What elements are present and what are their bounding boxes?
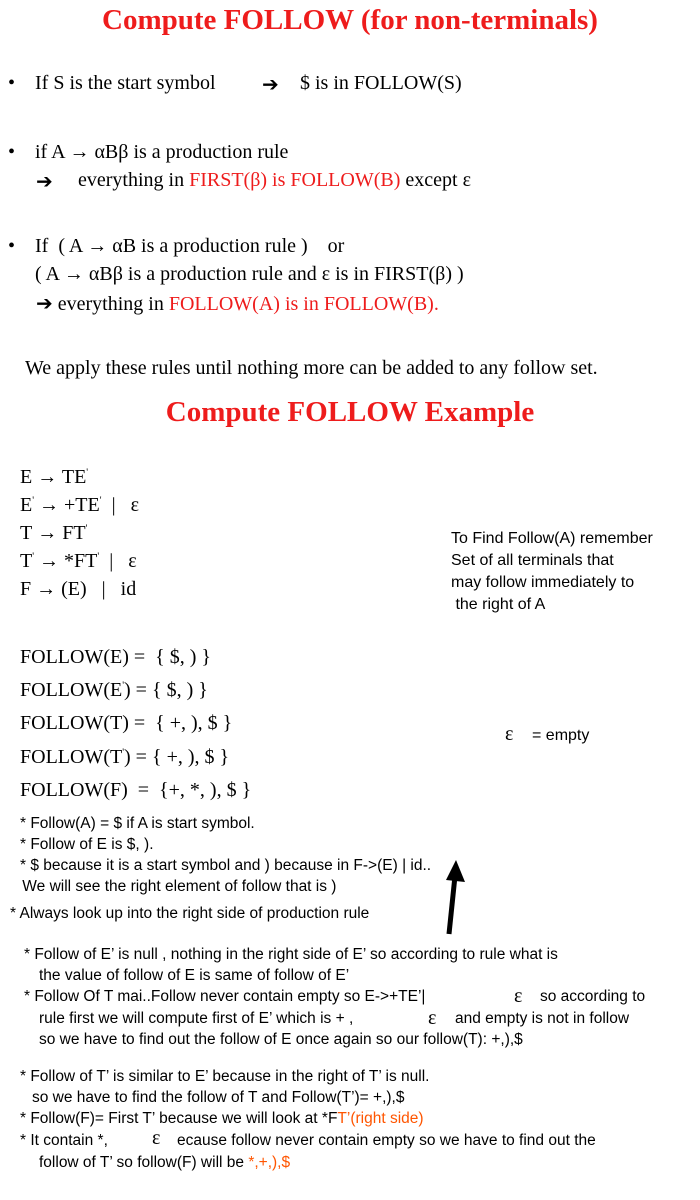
rule3-pre: everything in (52, 293, 169, 315)
epsilon-symbol: ε (152, 1127, 161, 1149)
bullet: • (8, 235, 16, 257)
note-text: * Follow of E’ is null , nothing in the right side of E’ so according to rule what is (24, 946, 558, 963)
grammar-row: F → (E) | id (20, 578, 137, 600)
follow-set: FOLLOW(T') = { +, ), $ } (20, 746, 230, 768)
up-arrow-icon (438, 858, 468, 938)
note-text: * Follow(A) = $ if A is start symbol. (20, 815, 255, 832)
rule2-line2 (78, 169, 471, 192)
rule3-line1: If ( A → αB is a production rule ) or (35, 235, 345, 257)
note-text: * It contain *, (20, 1132, 108, 1149)
arrow-icon: ➔ (262, 74, 279, 96)
grammar-row: E → TE' (20, 466, 89, 488)
example-title: Compute FOLLOW Example (165, 396, 535, 428)
note-line: To Find Follow(A) remember (451, 530, 653, 547)
arrow-icon: ➔ (36, 293, 53, 315)
rule2-line1: if A → αBβ is a production rule (35, 141, 289, 163)
rule3-line2: ( A → αBβ is a production rule and ε is in FIRST(β) ) (35, 263, 464, 285)
bullet: • (8, 72, 16, 94)
note-text: * Follow(F)= First T’ because we will look at *FT’(right side) (20, 1110, 424, 1127)
note-text: We will see the right element of follow that is ) (18, 878, 337, 895)
note-text: * Follow of E is $, ). (20, 836, 154, 853)
follow-set: FOLLOW(E') = { $, ) } (20, 679, 208, 701)
rule2-highlight: FIRST(β) is FOLLOW(B) (189, 169, 401, 191)
note-text: the value of follow of E is same of follow of E’ (39, 967, 350, 984)
grammar-row: E' → +TE' | ε (20, 494, 139, 516)
note-highlight: T’(right side) (337, 1110, 424, 1127)
epsilon-symbol: ε (428, 1007, 437, 1029)
note-line: Set of all terminals that (451, 552, 614, 569)
rule1-text: If S is the start symbol (35, 72, 216, 94)
note-text: follow of T’ so follow(F) will be *,+,),$ (39, 1154, 291, 1171)
grammar-row: T' → *FT' | ε (20, 550, 137, 572)
rule2-pre: everything in (78, 169, 190, 191)
note-text: so we have to find the follow of T and Follow(T’)= +,),$ (32, 1089, 405, 1106)
note-text: so we have to find out the follow of E once again so our follow(T): +,),$ (39, 1031, 523, 1048)
note-text: rule first we will compute first of E’ which is + , (39, 1010, 354, 1027)
epsilon-symbol: ε (514, 985, 523, 1007)
note-highlight: *,+,),$ (248, 1154, 291, 1171)
rule2-post: except ε (400, 169, 471, 191)
grammar-row: T → FT' (20, 522, 88, 544)
note-text: and empty is not in follow (455, 1010, 630, 1027)
follow-set: FOLLOW(T) = { +, ), $ } (20, 712, 233, 734)
arrow-icon: ➔ (36, 171, 53, 193)
rule3-highlight: FOLLOW(A) is in FOLLOW(B). (168, 293, 439, 315)
note-text: * Follow Of T mai..Follow never contain empty so E->+TE’| (24, 988, 426, 1005)
note-text: ecause follow never contain empty so we have to find out the (177, 1132, 596, 1149)
epsilon-symbol: ε (505, 723, 514, 745)
note-line: may follow immediately to (451, 574, 635, 591)
rule3-line3 (36, 291, 439, 316)
epsilon-definition: = empty (532, 727, 590, 744)
note-text: * $ because it is a start symbol and ) because in F->(E) | id.. (20, 857, 432, 874)
note-text: * Follow of T’ is similar to E’ because in the right of T’ is null. (20, 1068, 430, 1085)
bullet: • (8, 141, 16, 163)
rule1-result: $ is in FOLLOW(S) (300, 72, 462, 94)
apply-text: We apply these rules until nothing more can be added to any follow set. (25, 357, 598, 379)
follow-set: FOLLOW(F) = {+, *, ), $ } (20, 779, 252, 801)
note-text: * Always look up into the right side of production rule (10, 905, 370, 922)
page-title: Compute FOLLOW (for non-terminals) (102, 4, 598, 36)
note-text: so according to (540, 988, 646, 1005)
note-line: the right of A (451, 596, 546, 613)
follow-set: FOLLOW(E) = { $, ) } (20, 646, 211, 668)
